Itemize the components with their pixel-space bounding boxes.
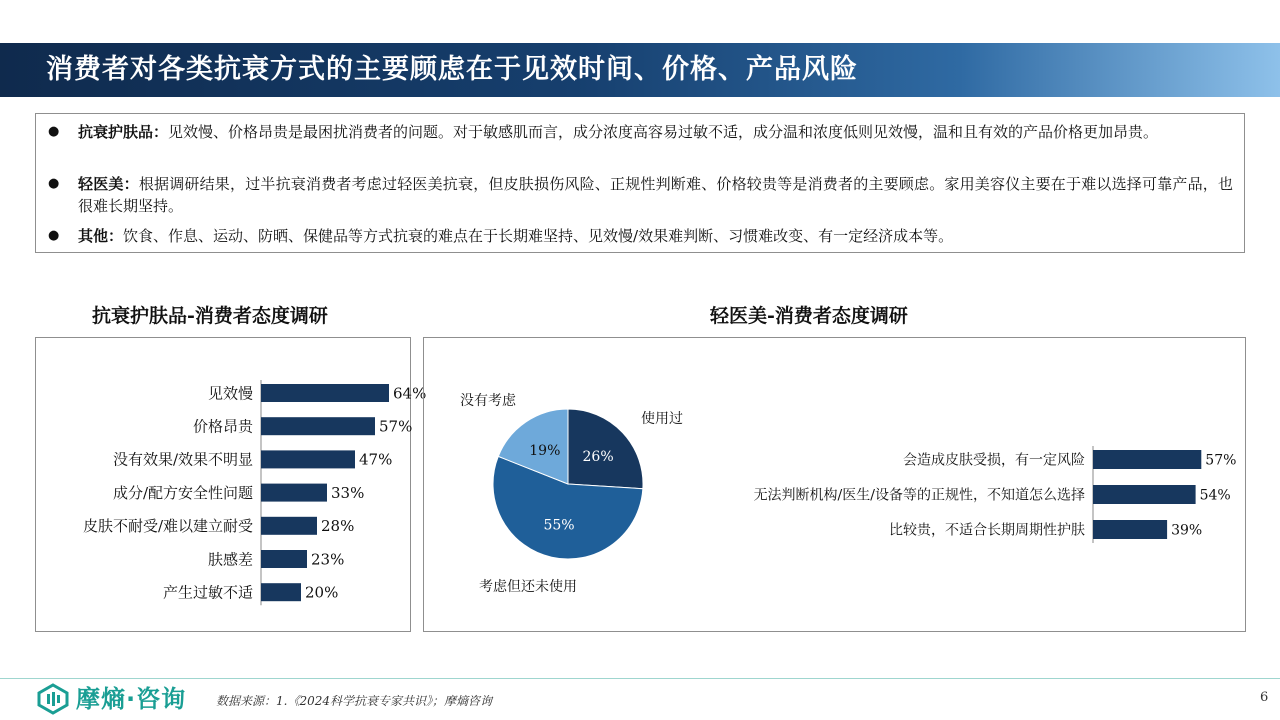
- bullet-lead: 轻医美：: [78, 175, 139, 193]
- bullet-other: [48, 225, 1233, 247]
- skincare-bar: [261, 583, 301, 601]
- right-section-title: 轻医美-消费者态度调研: [710, 305, 908, 327]
- skincare-bar-chart: [36, 338, 427, 631]
- skincare-value-label: 64%: [393, 384, 427, 403]
- medical-category-label: 比较贵，不适合长期周期性护肤: [889, 522, 1085, 539]
- medical-value-label: 39%: [1171, 522, 1203, 539]
- skincare-value-label: 57%: [379, 417, 413, 436]
- skincare-value-label: 20%: [305, 583, 339, 602]
- skincare-bar: [261, 550, 307, 568]
- pie-value-label: 55%: [543, 517, 575, 534]
- skincare-category-label: 没有效果/效果不明显: [112, 450, 253, 469]
- medical-category-label: 无法判断机构/医生/设备等的正规性，不知道怎么选择: [753, 487, 1085, 504]
- medical-bar: [1093, 520, 1167, 539]
- skincare-chart-panel: [35, 337, 427, 632]
- pie-category-label: 没有考虑: [460, 393, 516, 409]
- skincare-category-label: 产生过敏不适: [162, 583, 253, 602]
- bullet-lead: 其他：: [78, 227, 124, 245]
- bullet-text: 根据调研结果，过半抗衰消费者考虑过轻医美抗衰，但皮肤损伤风险、正规性判断难、价格较贵等是消费者的主要顾虑。家用美容仪主要在于难以选择可靠产品，也很难长期坚持。: [78, 175, 1233, 215]
- summary-box: [35, 113, 1245, 253]
- brand-logo: [36, 683, 206, 715]
- bullet-medical-aesthetics: [48, 173, 1233, 217]
- title-bar: [0, 43, 1280, 97]
- skincare-category-label: 皮肤不耐受/难以建立耐受: [82, 517, 253, 536]
- bullet-lead: 抗衰护肤品：: [78, 123, 169, 141]
- bullet-dot-icon: ●: [48, 124, 60, 139]
- skincare-bar: [261, 450, 355, 468]
- medical-value-label: 57%: [1205, 452, 1237, 469]
- skincare-category-label: 肤感差: [207, 550, 253, 569]
- bullet-dot-icon: ●: [48, 176, 60, 191]
- skincare-bar: [261, 517, 317, 535]
- brand-name: 摩熵·咨询: [76, 685, 187, 713]
- skincare-category-label: 价格昂贵: [192, 417, 253, 436]
- medical-aesthetics-chart-panel: [423, 337, 1246, 632]
- medical-value-label: 54%: [1199, 487, 1231, 504]
- pie-category-label: 考虑但还未使用: [479, 579, 577, 595]
- page-number: 6: [1260, 690, 1269, 705]
- skincare-bar: [261, 484, 327, 502]
- skincare-value-label: 47%: [359, 450, 393, 469]
- pie-category-label: 使用过: [641, 411, 683, 427]
- bullet-text: 饮食、作息、运动、防晒、保健品等方式抗衰的难点在于长期难坚持、见效慢/效果难判断、习惯难改变、有一定经济成本等。: [123, 227, 954, 245]
- pie-value-label: 19%: [529, 442, 561, 459]
- bullet-skincare: [48, 121, 1233, 143]
- skincare-bar: [261, 384, 389, 402]
- medical-bar: [1093, 485, 1196, 504]
- skincare-category-label: 见效慢: [207, 384, 253, 403]
- skincare-value-label: 33%: [331, 483, 365, 502]
- skincare-category-label: 成分/配方安全性问题: [112, 483, 253, 502]
- bullet-text: 见效慢、价格昂贵是最困扰消费者的问题。对于敏感肌而言，成分浓度高容易过敏不适，成分温和浓度低则见效慢，温和且有效的产品价格更加昂贵。: [168, 123, 1159, 141]
- skincare-bar: [261, 417, 375, 435]
- pie-value-label: 26%: [582, 448, 614, 465]
- page-title: 消费者对各类抗衰方式的主要顾虑在于见效时间、价格、产品风险: [46, 54, 858, 85]
- footer-divider: [0, 678, 1280, 679]
- medical-aesthetics-charts: [424, 338, 1245, 631]
- skincare-value-label: 28%: [321, 517, 355, 536]
- skincare-value-label: 23%: [311, 550, 345, 569]
- brand-logo-icon: [36, 683, 70, 715]
- medical-bar: [1093, 450, 1201, 469]
- data-source: 数据来源：1.《2024科学抗衰专家共识》；摩熵咨询: [216, 694, 492, 708]
- bullet-dot-icon: ●: [48, 228, 60, 243]
- medical-category-label: 会造成皮肤受损，有一定风险: [903, 452, 1085, 469]
- left-section-title: 抗衰护肤品-消费者态度调研: [92, 305, 328, 327]
